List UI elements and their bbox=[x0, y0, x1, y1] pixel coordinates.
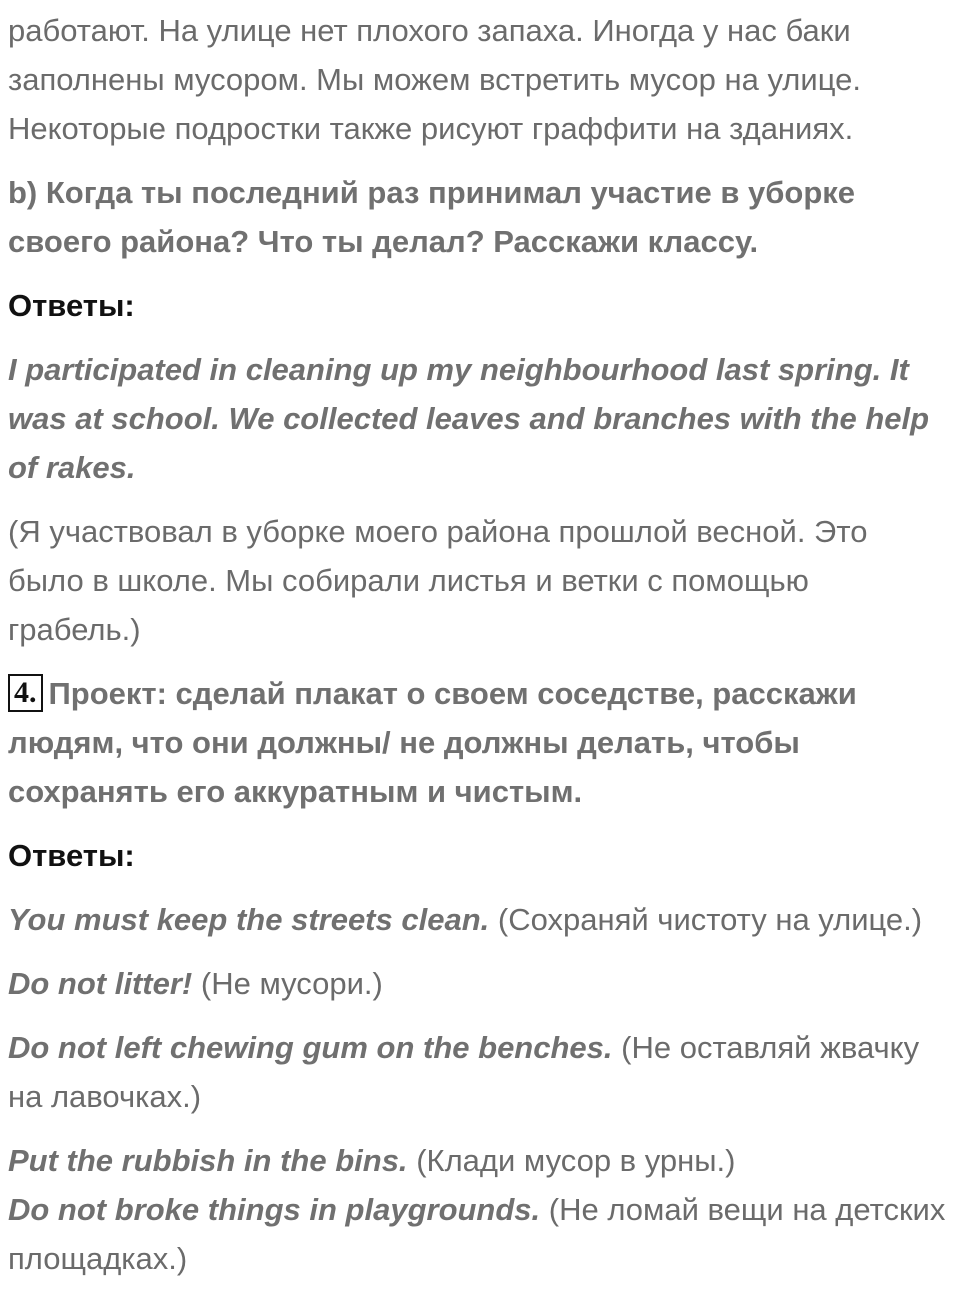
answer-item bbox=[8, 959, 950, 1008]
answers-label: Ответы: bbox=[8, 288, 135, 323]
answer-b-english: I participated in cleaning up my neighbourhood last spring. It was at school. We collected leaves and branches with the help of rakes. bbox=[8, 352, 930, 485]
answer-english: You must keep the streets clean. bbox=[8, 902, 490, 937]
answer-russian: (Сохраняй чистоту на улице.) bbox=[497, 902, 923, 937]
answer-english: Do not litter! bbox=[8, 966, 193, 1001]
answer-english: Do not left chewing gum on the benches. bbox=[8, 1030, 613, 1065]
answer-russian: (Не ломай вещи на детских площадках.) bbox=[8, 1192, 946, 1276]
answers-label: Ответы: bbox=[8, 838, 135, 873]
answer-russian: (Не мусори.) bbox=[200, 966, 383, 1001]
answer-b-russian: (Я участвовал в уборке моего района прошлой весной. Это было в школе. Мы собирали листья и ветки с помощью грабель.) bbox=[8, 514, 868, 647]
question-b: b) Когда ты последний раз принимал участие в уборке своего района? Что ты делал? Расскажи классу. bbox=[8, 175, 856, 259]
task-number-badge: 4. bbox=[8, 674, 43, 712]
answer-item bbox=[8, 1023, 950, 1121]
task-4 bbox=[8, 669, 950, 816]
task-4-text: Проект: сделай плакат о своем соседстве, расскажи людям, что они должны/ не должны делать, чтобы сохранять его аккуратным и чистым. bbox=[8, 676, 857, 809]
answer-english: Do not broke things in playgrounds. bbox=[8, 1192, 541, 1227]
answer-item bbox=[8, 895, 950, 944]
answer-english: Put the rubbish in the bins. bbox=[8, 1143, 408, 1178]
answer-item bbox=[8, 1136, 950, 1185]
intro-paragraph: работают. На улице нет плохого запаха. Иногда у нас баки заполнены мусором. Мы можем встретить мусор на улице. Некоторые подростки также рисуют граффити на зданиях. bbox=[8, 13, 861, 146]
answer-russian: (Не оставляй жвачку на лавочках.) bbox=[8, 1030, 920, 1114]
answer-russian: (Клади мусор в урны.) bbox=[416, 1143, 736, 1178]
answer-item bbox=[8, 1185, 950, 1283]
